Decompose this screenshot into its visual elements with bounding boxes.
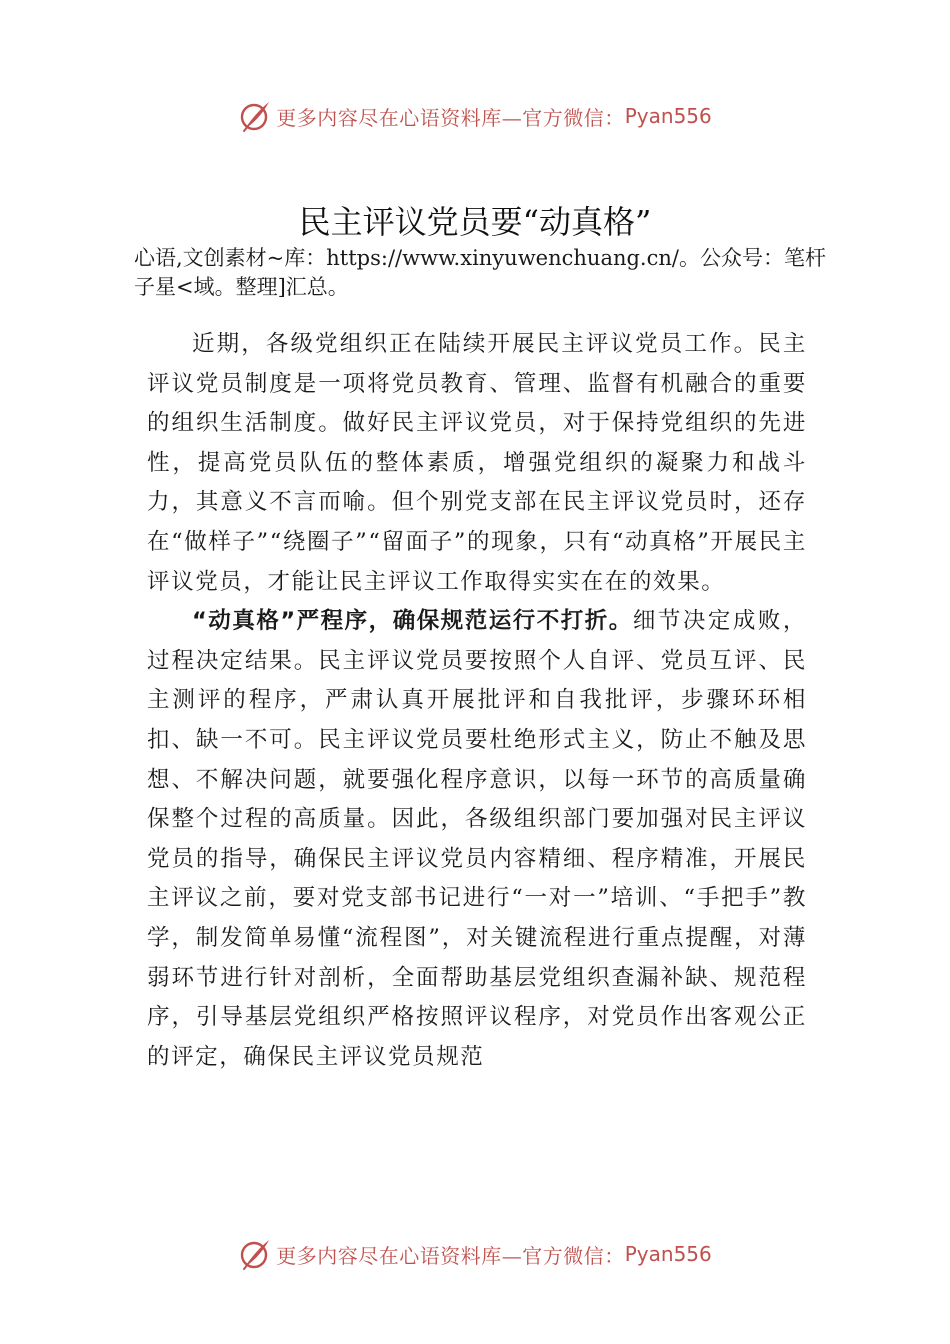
banner-contact: Pyan556 xyxy=(624,104,712,128)
quill-pen-logo-icon xyxy=(238,99,272,133)
footer-banner xyxy=(0,1234,950,1274)
source-line: 心语,文创素材~库：https://www.xinyuwenchuang.cn/。公众号：笔杆子星<域。整理]汇总。 xyxy=(134,246,826,299)
page-title: 民主评议党员要“动真格” xyxy=(298,203,652,241)
paragraph-2-lead: “动真格”严程序，确保规范运行不打折。 xyxy=(192,608,633,635)
paragraph-2-body: 细节决定成败，过程决定结果。民主评议党员要按照个人自评、党员互评、民主测评的程序，严肃认真开展批评和自我批评，步骤环环相扣、缺一不可。民主评议党员要杜绝形式主义，防止不触及思想、不解决问题，就要强化程序意识，以每一环节的高质量确保整个过程的高质量。因此，各级组织部门要加强对民主评议党员的指导，确保民主评议党员内容精细、程序精准，开展民主评议之前，要对党支部书记进行“一对一”培训、“手把手”教学，制发简单易懂“流程图”，对关键流程进行重点提醒，对薄弱环节进行针对剖析，全面帮助基层党组织查漏补缺、规范程序，引导基层党组织严格按照评议程序，对党员作出客观公正的评定，确保民主评议党员规范 xyxy=(147,608,808,1070)
banner-text: 更多内容尽在心语资料库—官方微信： xyxy=(276,1243,625,1268)
header-banner xyxy=(0,96,950,136)
banner-contact: Pyan556 xyxy=(624,1242,712,1266)
document-body xyxy=(147,325,807,1077)
paragraph-1: 近期，各级党组织正在陆续开展民主评议党员工作。民主评议党员制度是一项将党员教育、管理、监督有机融合的重要的组织生活制度。做好民主评议党员，对于保持党组织的先进性，提高党员队伍的整体素质，增强党组织的凝聚力和战斗力，其意义不言而喻。但个别党支部在民主评议党员时，还存在“做样子”“绕圈子”“留面子”的现象，只有“动真格”开展民主评议党员，才能让民主评议工作取得实实在在的效果。 xyxy=(147,331,807,595)
banner-text: 更多内容尽在心语资料库—官方微信： xyxy=(276,105,625,130)
paragraph-2 xyxy=(147,602,807,1077)
quill-pen-logo-icon xyxy=(238,1237,272,1271)
